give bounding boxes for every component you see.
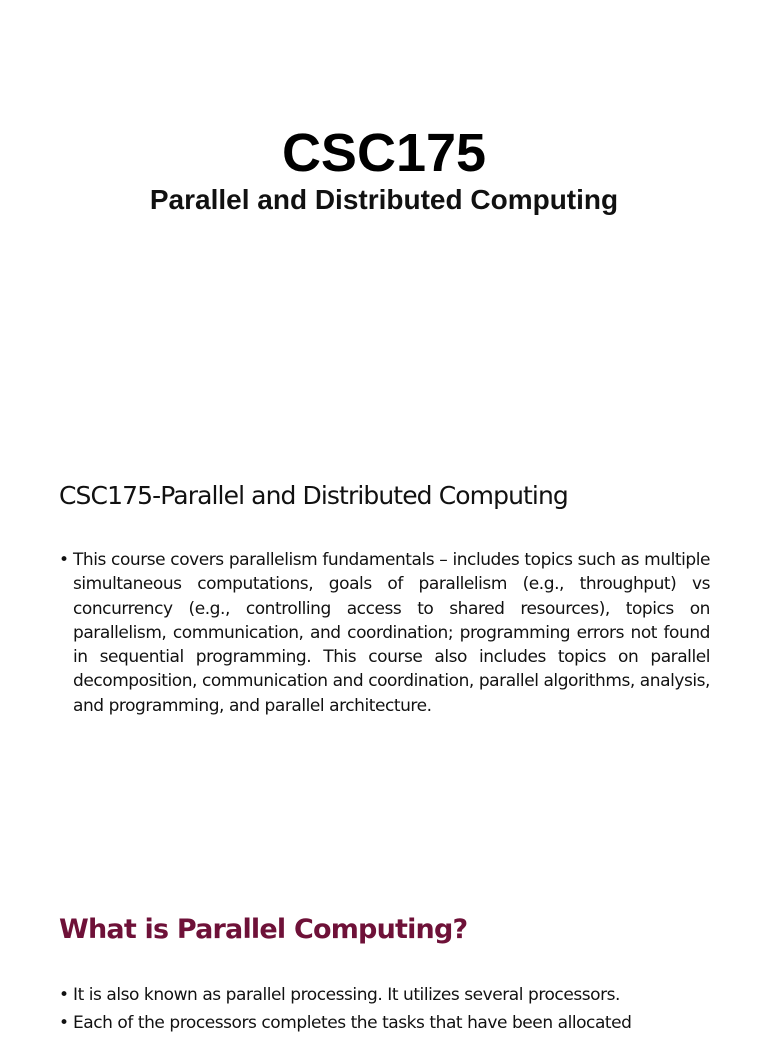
list-item xyxy=(59,1009,710,1037)
bullet-icon: • xyxy=(59,985,69,1005)
bullet-text: Each of the processors completes the tasks that have been allocated xyxy=(73,1013,632,1033)
slide-subtitle: Parallel and Distributed Computing xyxy=(149,184,619,215)
what-is-parallel-computing-slide xyxy=(0,870,768,1033)
what-bullet-list xyxy=(59,981,710,1037)
section-heading: What is Parallel Computing? xyxy=(59,914,468,945)
course-bullet-list xyxy=(59,548,710,718)
bullet-icon: • xyxy=(59,550,69,570)
title-slide xyxy=(0,0,768,430)
course-heading: CSC175-Parallel and Distributed Computing xyxy=(59,481,568,510)
list-item xyxy=(59,981,710,1009)
bullet-text: It is also known as parallel processing. It utilizes several processors. xyxy=(73,985,621,1005)
course-description-slide xyxy=(0,430,768,870)
bullet-icon: • xyxy=(59,1013,69,1033)
list-item xyxy=(59,548,710,718)
slide-title: CSC175 xyxy=(281,123,487,183)
bullet-text: This course covers parallelism fundamentals – includes topics such as multiple simultaneous computations, goals of parallelism (e.g., throughput) vs concurrency (e.g., controlling access to shared resources), topics on parallelism, communication, and coordination; programming errors not found in sequential programming. This course also includes topics on parallel decomposition, communication and coordination, parallel algorithms, analysis, and programming, and parallel architecture. xyxy=(73,550,710,716)
